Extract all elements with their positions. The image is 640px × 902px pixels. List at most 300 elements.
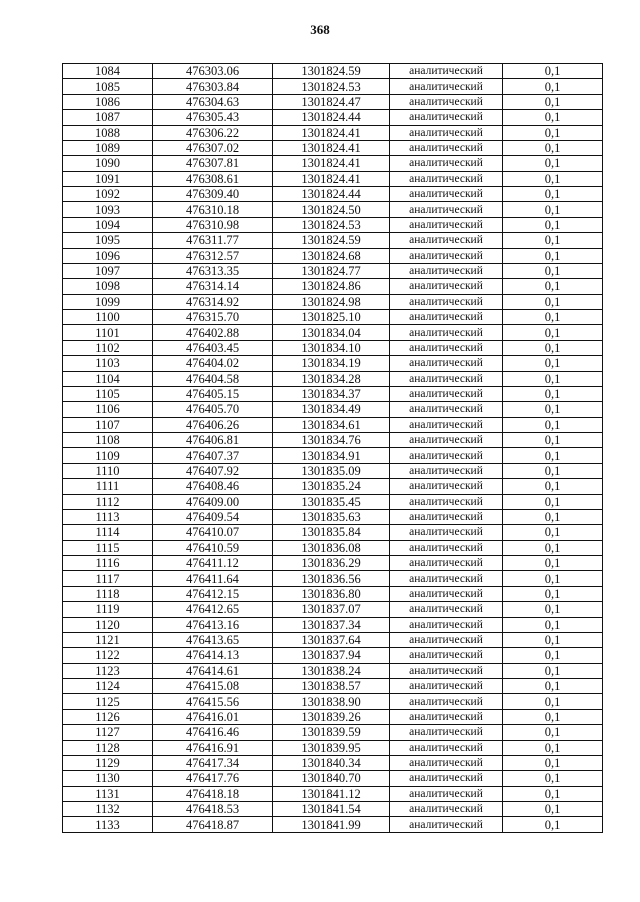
method-cell: аналитический xyxy=(390,771,503,786)
method-cell: аналитический xyxy=(390,386,503,401)
table-row xyxy=(63,479,603,494)
x-coordinate-cell: 476417.34 xyxy=(153,755,273,770)
method-cell: аналитический xyxy=(390,156,503,171)
accuracy-cell: 0,1 xyxy=(503,602,603,617)
point-number-cell: 1084 xyxy=(63,64,153,79)
method-cell: аналитический xyxy=(390,463,503,478)
accuracy-cell: 0,1 xyxy=(503,771,603,786)
accuracy-cell: 0,1 xyxy=(503,294,603,309)
accuracy-cell: 0,1 xyxy=(503,556,603,571)
accuracy-cell: 0,1 xyxy=(503,386,603,401)
point-number-cell: 1126 xyxy=(63,709,153,724)
method-cell: аналитический xyxy=(390,479,503,494)
x-coordinate-cell: 476310.18 xyxy=(153,202,273,217)
accuracy-cell: 0,1 xyxy=(503,94,603,109)
point-number-cell: 1122 xyxy=(63,648,153,663)
x-coordinate-cell: 476410.07 xyxy=(153,525,273,540)
accuracy-cell: 0,1 xyxy=(503,679,603,694)
y-coordinate-cell: 1301837.94 xyxy=(273,648,390,663)
table-row xyxy=(63,340,603,355)
accuracy-cell: 0,1 xyxy=(503,786,603,801)
x-coordinate-cell: 476406.26 xyxy=(153,417,273,432)
y-coordinate-cell: 1301839.59 xyxy=(273,725,390,740)
y-coordinate-cell: 1301824.44 xyxy=(273,110,390,125)
method-cell: аналитический xyxy=(390,679,503,694)
accuracy-cell: 0,1 xyxy=(503,802,603,817)
y-coordinate-cell: 1301838.24 xyxy=(273,663,390,678)
y-coordinate-cell: 1301841.99 xyxy=(273,817,390,832)
point-number-cell: 1128 xyxy=(63,740,153,755)
accuracy-cell: 0,1 xyxy=(503,125,603,140)
point-number-cell: 1092 xyxy=(63,187,153,202)
accuracy-cell: 0,1 xyxy=(503,632,603,647)
y-coordinate-cell: 1301839.95 xyxy=(273,740,390,755)
method-cell: аналитический xyxy=(390,755,503,770)
table-row xyxy=(63,725,603,740)
table-row xyxy=(63,202,603,217)
x-coordinate-cell: 476418.53 xyxy=(153,802,273,817)
table-row xyxy=(63,325,603,340)
x-coordinate-cell: 476405.15 xyxy=(153,386,273,401)
table-row xyxy=(63,125,603,140)
x-coordinate-cell: 476308.61 xyxy=(153,171,273,186)
point-number-cell: 1095 xyxy=(63,233,153,248)
y-coordinate-cell: 1301824.59 xyxy=(273,64,390,79)
table-row xyxy=(63,463,603,478)
table-row xyxy=(63,156,603,171)
table-row xyxy=(63,448,603,463)
x-coordinate-cell: 476415.56 xyxy=(153,694,273,709)
table-row xyxy=(63,433,603,448)
x-coordinate-cell: 476418.87 xyxy=(153,817,273,832)
accuracy-cell: 0,1 xyxy=(503,509,603,524)
method-cell: аналитический xyxy=(390,79,503,94)
point-number-cell: 1124 xyxy=(63,679,153,694)
method-cell: аналитический xyxy=(390,64,503,79)
method-cell: аналитический xyxy=(390,233,503,248)
method-cell: аналитический xyxy=(390,433,503,448)
accuracy-cell: 0,1 xyxy=(503,663,603,678)
y-coordinate-cell: 1301834.76 xyxy=(273,433,390,448)
table-row xyxy=(63,263,603,278)
page-number: 368 xyxy=(310,22,330,37)
point-number-cell: 1098 xyxy=(63,279,153,294)
method-cell: аналитический xyxy=(390,617,503,632)
table-row xyxy=(63,279,603,294)
y-coordinate-cell: 1301834.10 xyxy=(273,340,390,355)
table-row xyxy=(63,556,603,571)
point-number-cell: 1105 xyxy=(63,386,153,401)
table-row xyxy=(63,64,603,79)
accuracy-cell: 0,1 xyxy=(503,187,603,202)
point-number-cell: 1087 xyxy=(63,110,153,125)
accuracy-cell: 0,1 xyxy=(503,156,603,171)
method-cell: аналитический xyxy=(390,140,503,155)
method-cell: аналитический xyxy=(390,571,503,586)
point-number-cell: 1121 xyxy=(63,632,153,647)
accuracy-cell: 0,1 xyxy=(503,202,603,217)
x-coordinate-cell: 476413.16 xyxy=(153,617,273,632)
y-coordinate-cell: 1301840.70 xyxy=(273,771,390,786)
point-number-cell: 1117 xyxy=(63,571,153,586)
x-coordinate-cell: 476404.58 xyxy=(153,371,273,386)
table-row xyxy=(63,617,603,632)
accuracy-cell: 0,1 xyxy=(503,310,603,325)
accuracy-cell: 0,1 xyxy=(503,110,603,125)
method-cell: аналитический xyxy=(390,263,503,278)
method-cell: аналитический xyxy=(390,294,503,309)
point-number-cell: 1096 xyxy=(63,248,153,263)
y-coordinate-cell: 1301840.34 xyxy=(273,755,390,770)
point-number-cell: 1090 xyxy=(63,156,153,171)
table-row xyxy=(63,648,603,663)
accuracy-cell: 0,1 xyxy=(503,433,603,448)
accuracy-cell: 0,1 xyxy=(503,586,603,601)
method-cell: аналитический xyxy=(390,402,503,417)
y-coordinate-cell: 1301834.19 xyxy=(273,356,390,371)
y-coordinate-cell: 1301836.80 xyxy=(273,586,390,601)
method-cell: аналитический xyxy=(390,586,503,601)
method-cell: аналитический xyxy=(390,525,503,540)
x-coordinate-cell: 476310.98 xyxy=(153,217,273,232)
accuracy-cell: 0,1 xyxy=(503,263,603,278)
y-coordinate-cell: 1301824.86 xyxy=(273,279,390,294)
point-number-cell: 1089 xyxy=(63,140,153,155)
point-number-cell: 1103 xyxy=(63,356,153,371)
y-coordinate-cell: 1301836.56 xyxy=(273,571,390,586)
y-coordinate-cell: 1301835.84 xyxy=(273,525,390,540)
x-coordinate-cell: 476406.81 xyxy=(153,433,273,448)
point-number-cell: 1115 xyxy=(63,540,153,555)
method-cell: аналитический xyxy=(390,632,503,647)
x-coordinate-cell: 476313.35 xyxy=(153,263,273,278)
table-row xyxy=(63,632,603,647)
table-row xyxy=(63,586,603,601)
coordinates-table-body xyxy=(63,64,603,833)
accuracy-cell: 0,1 xyxy=(503,817,603,832)
point-number-cell: 1102 xyxy=(63,340,153,355)
x-coordinate-cell: 476303.84 xyxy=(153,79,273,94)
y-coordinate-cell: 1301835.09 xyxy=(273,463,390,478)
point-number-cell: 1127 xyxy=(63,725,153,740)
method-cell: аналитический xyxy=(390,356,503,371)
table-row xyxy=(63,771,603,786)
x-coordinate-cell: 476402.88 xyxy=(153,325,273,340)
method-cell: аналитический xyxy=(390,279,503,294)
point-number-cell: 1132 xyxy=(63,802,153,817)
y-coordinate-cell: 1301837.64 xyxy=(273,632,390,647)
accuracy-cell: 0,1 xyxy=(503,325,603,340)
accuracy-cell: 0,1 xyxy=(503,371,603,386)
method-cell: аналитический xyxy=(390,125,503,140)
accuracy-cell: 0,1 xyxy=(503,356,603,371)
y-coordinate-cell: 1301836.08 xyxy=(273,540,390,555)
table-row xyxy=(63,233,603,248)
point-number-cell: 1114 xyxy=(63,525,153,540)
method-cell: аналитический xyxy=(390,448,503,463)
x-coordinate-cell: 476415.08 xyxy=(153,679,273,694)
x-coordinate-cell: 476305.43 xyxy=(153,110,273,125)
y-coordinate-cell: 1301824.41 xyxy=(273,171,390,186)
point-number-cell: 1101 xyxy=(63,325,153,340)
table-row xyxy=(63,663,603,678)
point-number-cell: 1131 xyxy=(63,786,153,801)
point-number-cell: 1086 xyxy=(63,94,153,109)
point-number-cell: 1108 xyxy=(63,433,153,448)
x-coordinate-cell: 476416.91 xyxy=(153,740,273,755)
x-coordinate-cell: 476407.37 xyxy=(153,448,273,463)
y-coordinate-cell: 1301824.44 xyxy=(273,187,390,202)
method-cell: аналитический xyxy=(390,709,503,724)
y-coordinate-cell: 1301824.41 xyxy=(273,156,390,171)
y-coordinate-cell: 1301834.04 xyxy=(273,325,390,340)
accuracy-cell: 0,1 xyxy=(503,417,603,432)
y-coordinate-cell: 1301839.26 xyxy=(273,709,390,724)
accuracy-cell: 0,1 xyxy=(503,725,603,740)
accuracy-cell: 0,1 xyxy=(503,340,603,355)
point-number-cell: 1118 xyxy=(63,586,153,601)
accuracy-cell: 0,1 xyxy=(503,525,603,540)
table-row xyxy=(63,110,603,125)
x-coordinate-cell: 476409.00 xyxy=(153,494,273,509)
x-coordinate-cell: 476404.02 xyxy=(153,356,273,371)
method-cell: аналитический xyxy=(390,110,503,125)
table-row xyxy=(63,140,603,155)
table-row xyxy=(63,217,603,232)
accuracy-cell: 0,1 xyxy=(503,709,603,724)
x-coordinate-cell: 476311.77 xyxy=(153,233,273,248)
x-coordinate-cell: 476407.92 xyxy=(153,463,273,478)
table-row xyxy=(63,187,603,202)
accuracy-cell: 0,1 xyxy=(503,140,603,155)
method-cell: аналитический xyxy=(390,310,503,325)
point-number-cell: 1091 xyxy=(63,171,153,186)
method-cell: аналитический xyxy=(390,786,503,801)
method-cell: аналитический xyxy=(390,694,503,709)
y-coordinate-cell: 1301824.47 xyxy=(273,94,390,109)
coordinates-table xyxy=(62,63,603,833)
x-coordinate-cell: 476307.81 xyxy=(153,156,273,171)
table-row xyxy=(63,525,603,540)
accuracy-cell: 0,1 xyxy=(503,740,603,755)
accuracy-cell: 0,1 xyxy=(503,571,603,586)
y-coordinate-cell: 1301825.10 xyxy=(273,310,390,325)
accuracy-cell: 0,1 xyxy=(503,479,603,494)
accuracy-cell: 0,1 xyxy=(503,448,603,463)
table-row xyxy=(63,417,603,432)
point-number-cell: 1130 xyxy=(63,771,153,786)
accuracy-cell: 0,1 xyxy=(503,279,603,294)
table-row xyxy=(63,94,603,109)
point-number-cell: 1116 xyxy=(63,556,153,571)
y-coordinate-cell: 1301824.98 xyxy=(273,294,390,309)
accuracy-cell: 0,1 xyxy=(503,617,603,632)
x-coordinate-cell: 476416.01 xyxy=(153,709,273,724)
table-row xyxy=(63,294,603,309)
method-cell: аналитический xyxy=(390,740,503,755)
method-cell: аналитический xyxy=(390,340,503,355)
table-row xyxy=(63,694,603,709)
accuracy-cell: 0,1 xyxy=(503,233,603,248)
method-cell: аналитический xyxy=(390,540,503,555)
method-cell: аналитический xyxy=(390,602,503,617)
y-coordinate-cell: 1301838.57 xyxy=(273,679,390,694)
table-row xyxy=(63,571,603,586)
x-coordinate-cell: 476314.14 xyxy=(153,279,273,294)
method-cell: аналитический xyxy=(390,494,503,509)
method-cell: аналитический xyxy=(390,217,503,232)
y-coordinate-cell: 1301834.28 xyxy=(273,371,390,386)
accuracy-cell: 0,1 xyxy=(503,540,603,555)
x-coordinate-cell: 476413.65 xyxy=(153,632,273,647)
accuracy-cell: 0,1 xyxy=(503,755,603,770)
y-coordinate-cell: 1301841.54 xyxy=(273,802,390,817)
point-number-cell: 1107 xyxy=(63,417,153,432)
y-coordinate-cell: 1301834.49 xyxy=(273,402,390,417)
table-row xyxy=(63,371,603,386)
point-number-cell: 1106 xyxy=(63,402,153,417)
method-cell: аналитический xyxy=(390,417,503,432)
point-number-cell: 1120 xyxy=(63,617,153,632)
y-coordinate-cell: 1301834.37 xyxy=(273,386,390,401)
point-number-cell: 1104 xyxy=(63,371,153,386)
point-number-cell: 1125 xyxy=(63,694,153,709)
y-coordinate-cell: 1301835.63 xyxy=(273,509,390,524)
x-coordinate-cell: 476409.54 xyxy=(153,509,273,524)
table-row xyxy=(63,310,603,325)
table-row xyxy=(63,755,603,770)
point-number-cell: 1123 xyxy=(63,663,153,678)
point-number-cell: 1111 xyxy=(63,479,153,494)
x-coordinate-cell: 476306.22 xyxy=(153,125,273,140)
y-coordinate-cell: 1301824.53 xyxy=(273,79,390,94)
table-row xyxy=(63,786,603,801)
x-coordinate-cell: 476303.06 xyxy=(153,64,273,79)
table-row xyxy=(63,540,603,555)
x-coordinate-cell: 476408.46 xyxy=(153,479,273,494)
method-cell: аналитический xyxy=(390,248,503,263)
y-coordinate-cell: 1301837.07 xyxy=(273,602,390,617)
method-cell: аналитический xyxy=(390,325,503,340)
table-row xyxy=(63,356,603,371)
x-coordinate-cell: 476412.15 xyxy=(153,586,273,601)
table-row xyxy=(63,802,603,817)
point-number-cell: 1119 xyxy=(63,602,153,617)
y-coordinate-cell: 1301834.61 xyxy=(273,417,390,432)
table-row xyxy=(63,386,603,401)
y-coordinate-cell: 1301824.50 xyxy=(273,202,390,217)
accuracy-cell: 0,1 xyxy=(503,463,603,478)
y-coordinate-cell: 1301824.68 xyxy=(273,248,390,263)
accuracy-cell: 0,1 xyxy=(503,171,603,186)
x-coordinate-cell: 476410.59 xyxy=(153,540,273,555)
point-number-cell: 1112 xyxy=(63,494,153,509)
accuracy-cell: 0,1 xyxy=(503,402,603,417)
x-coordinate-cell: 476414.61 xyxy=(153,663,273,678)
point-number-cell: 1129 xyxy=(63,755,153,770)
point-number-cell: 1100 xyxy=(63,310,153,325)
point-number-cell: 1109 xyxy=(63,448,153,463)
x-coordinate-cell: 476312.57 xyxy=(153,248,273,263)
method-cell: аналитический xyxy=(390,648,503,663)
y-coordinate-cell: 1301838.90 xyxy=(273,694,390,709)
y-coordinate-cell: 1301824.41 xyxy=(273,140,390,155)
table-row xyxy=(63,402,603,417)
table-row xyxy=(63,509,603,524)
y-coordinate-cell: 1301824.77 xyxy=(273,263,390,278)
point-number-cell: 1113 xyxy=(63,509,153,524)
accuracy-cell: 0,1 xyxy=(503,494,603,509)
point-number-cell: 1094 xyxy=(63,217,153,232)
table-row xyxy=(63,494,603,509)
x-coordinate-cell: 476418.18 xyxy=(153,786,273,801)
method-cell: аналитический xyxy=(390,556,503,571)
method-cell: аналитический xyxy=(390,371,503,386)
accuracy-cell: 0,1 xyxy=(503,648,603,663)
table-row xyxy=(63,679,603,694)
y-coordinate-cell: 1301824.53 xyxy=(273,217,390,232)
table-row xyxy=(63,79,603,94)
method-cell: аналитический xyxy=(390,817,503,832)
y-coordinate-cell: 1301834.91 xyxy=(273,448,390,463)
y-coordinate-cell: 1301836.29 xyxy=(273,556,390,571)
y-coordinate-cell: 1301841.12 xyxy=(273,786,390,801)
x-coordinate-cell: 476315.70 xyxy=(153,310,273,325)
x-coordinate-cell: 476416.46 xyxy=(153,725,273,740)
point-number-cell: 1133 xyxy=(63,817,153,832)
table-row xyxy=(63,709,603,724)
method-cell: аналитический xyxy=(390,187,503,202)
y-coordinate-cell: 1301835.45 xyxy=(273,494,390,509)
y-coordinate-cell: 1301835.24 xyxy=(273,479,390,494)
x-coordinate-cell: 476414.13 xyxy=(153,648,273,663)
x-coordinate-cell: 476403.45 xyxy=(153,340,273,355)
accuracy-cell: 0,1 xyxy=(503,217,603,232)
method-cell: аналитический xyxy=(390,663,503,678)
x-coordinate-cell: 476307.02 xyxy=(153,140,273,155)
method-cell: аналитический xyxy=(390,94,503,109)
x-coordinate-cell: 476411.12 xyxy=(153,556,273,571)
x-coordinate-cell: 476314.92 xyxy=(153,294,273,309)
table-row xyxy=(63,602,603,617)
x-coordinate-cell: 476309.40 xyxy=(153,187,273,202)
y-coordinate-cell: 1301824.59 xyxy=(273,233,390,248)
y-coordinate-cell: 1301824.41 xyxy=(273,125,390,140)
table-row xyxy=(63,248,603,263)
point-number-cell: 1099 xyxy=(63,294,153,309)
x-coordinate-cell: 476304.63 xyxy=(153,94,273,109)
x-coordinate-cell: 476417.76 xyxy=(153,771,273,786)
point-number-cell: 1110 xyxy=(63,463,153,478)
accuracy-cell: 0,1 xyxy=(503,79,603,94)
x-coordinate-cell: 476412.65 xyxy=(153,602,273,617)
method-cell: аналитический xyxy=(390,171,503,186)
table-row xyxy=(63,171,603,186)
accuracy-cell: 0,1 xyxy=(503,694,603,709)
x-coordinate-cell: 476411.64 xyxy=(153,571,273,586)
x-coordinate-cell: 476405.70 xyxy=(153,402,273,417)
y-coordinate-cell: 1301837.34 xyxy=(273,617,390,632)
method-cell: аналитический xyxy=(390,509,503,524)
method-cell: аналитический xyxy=(390,202,503,217)
table-row xyxy=(63,817,603,832)
method-cell: аналитический xyxy=(390,802,503,817)
point-number-cell: 1093 xyxy=(63,202,153,217)
point-number-cell: 1088 xyxy=(63,125,153,140)
accuracy-cell: 0,1 xyxy=(503,248,603,263)
point-number-cell: 1085 xyxy=(63,79,153,94)
point-number-cell: 1097 xyxy=(63,263,153,278)
